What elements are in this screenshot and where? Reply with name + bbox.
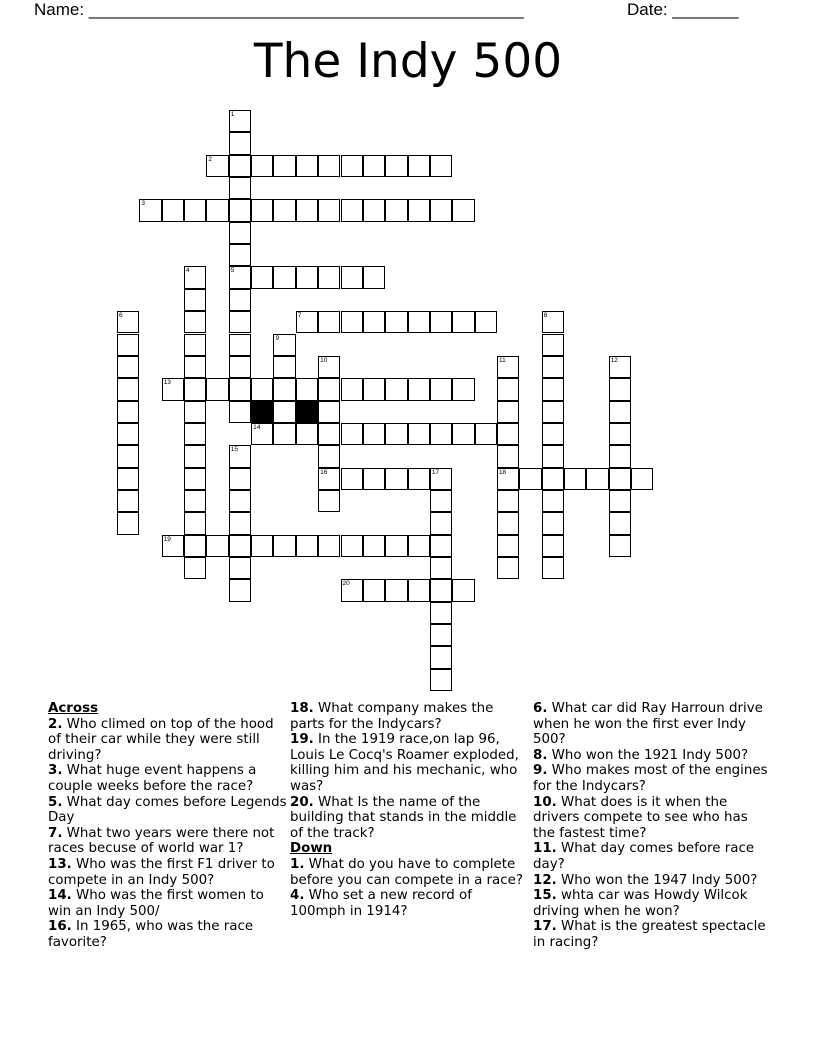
grid-cell[interactable]: [206, 378, 228, 400]
grid-cell[interactable]: [117, 445, 139, 467]
clue-text: Who climed on top of the hood of their car while they were still driving?: [48, 716, 274, 763]
grid-cell[interactable]: [117, 468, 139, 490]
grid-cell[interactable]: [408, 311, 430, 333]
grid-cell[interactable]: [229, 557, 251, 579]
clue-number: 2.: [48, 716, 63, 732]
grid-cell[interactable]: [452, 423, 474, 445]
grid-cell[interactable]: [542, 445, 564, 467]
grid-cell[interactable]: [363, 535, 385, 557]
clue-number: 1.: [290, 856, 305, 872]
grid-cell[interactable]: [542, 311, 564, 333]
grid-cell[interactable]: [385, 155, 407, 177]
grid-cell[interactable]: [385, 199, 407, 221]
clue-text: whta car was Howdy Wilcok driving when he won?: [533, 888, 748, 919]
grid-cell[interactable]: [497, 423, 519, 445]
clues-column-2: [290, 701, 530, 919]
grid-cell[interactable]: [430, 624, 452, 646]
grid-cell[interactable]: [251, 199, 273, 221]
grid-cell[interactable]: [318, 445, 340, 467]
clue-number: 10.: [533, 794, 557, 810]
clue-text: What company makes the parts for the Indycars?: [290, 701, 494, 732]
grid-cell[interactable]: [229, 512, 251, 534]
grid-cell[interactable]: [363, 311, 385, 333]
clue-text: What car did Ray Harroun drive when he won the first ever Indy 500?: [533, 701, 763, 748]
grid-cell[interactable]: [341, 579, 363, 601]
clue: [290, 888, 530, 919]
grid-cell[interactable]: [542, 401, 564, 423]
grid-cell[interactable]: [117, 401, 139, 423]
grid-cell[interactable]: [609, 423, 631, 445]
grid-cell[interactable]: [430, 199, 452, 221]
grid-cell[interactable]: [318, 490, 340, 512]
clue-text: In the 1919 race,on lap 96, Louis Le Cocq's Roamer exploded, killing him and his mechanic, who was?: [290, 732, 519, 794]
grid-cell[interactable]: [296, 378, 318, 400]
clue-number: 13.: [48, 856, 72, 872]
grid-cell[interactable]: [497, 468, 519, 490]
grid-cell[interactable]: [296, 535, 318, 557]
grid-cell[interactable]: [609, 468, 631, 490]
grid-cell[interactable]: [430, 535, 452, 557]
grid-cell[interactable]: [408, 423, 430, 445]
grid-cell[interactable]: [229, 356, 251, 378]
grid-cell[interactable]: [273, 266, 295, 288]
grid-cell[interactable]: [184, 356, 206, 378]
clue-number: 16.: [48, 919, 72, 935]
grid-cell[interactable]: [184, 557, 206, 579]
grid-cell[interactable]: [273, 199, 295, 221]
grid-cell[interactable]: [184, 378, 206, 400]
grid-cell[interactable]: [385, 579, 407, 601]
grid-cell[interactable]: [519, 468, 541, 490]
grid-cell[interactable]: [363, 266, 385, 288]
clue-number: 20.: [290, 794, 314, 810]
clue-number: 19.: [290, 732, 314, 748]
grid-cell[interactable]: [296, 266, 318, 288]
grid-cell[interactable]: [341, 155, 363, 177]
grid-cell[interactable]: [184, 401, 206, 423]
grid-cell[interactable]: [452, 311, 474, 333]
grid-cell[interactable]: [184, 468, 206, 490]
grid-cell[interactable]: [251, 423, 273, 445]
clue: [290, 857, 530, 888]
grid-cell[interactable]: [408, 199, 430, 221]
grid-cell[interactable]: [542, 334, 564, 356]
grid-cell[interactable]: [229, 155, 251, 177]
clue-text: Who set a new record of 100mph in 1914?: [290, 888, 472, 919]
grid-cell[interactable]: [497, 557, 519, 579]
clue-text: What two years were there not races becuse of world war 1?: [48, 825, 275, 857]
grid-cell[interactable]: [273, 356, 295, 378]
clue-number: 17.: [533, 919, 557, 935]
grid-cell[interactable]: [408, 535, 430, 557]
clue-text: What huge event happens a couple weeks before the race?: [48, 763, 257, 794]
clue-text: What Is the name of the building that stands in the middle of the track?: [290, 794, 517, 841]
grid-cell[interactable]: [497, 512, 519, 534]
clue: [533, 919, 773, 950]
cell-number: 14: [253, 423, 261, 431]
cell-number: 17: [431, 468, 440, 476]
grid-cell[interactable]: [609, 401, 631, 423]
grid-cell[interactable]: [363, 378, 385, 400]
clues-column-1: [48, 701, 288, 951]
grid-cell[interactable]: [430, 669, 452, 691]
grid-cell[interactable]: [229, 244, 251, 266]
grid-cell[interactable]: [251, 266, 273, 288]
clue-text: Who won the 1921 Indy 500?: [551, 747, 749, 763]
grid-cell[interactable]: [542, 378, 564, 400]
grid-cell[interactable]: [497, 535, 519, 557]
grid-cell[interactable]: [430, 423, 452, 445]
grid-cell[interactable]: [229, 311, 251, 333]
grid-cell[interactable]: [206, 199, 228, 221]
cell-number: 15: [230, 446, 238, 454]
grid-cell[interactable]: [497, 445, 519, 467]
cell-number: 16: [320, 468, 328, 476]
grid-cell[interactable]: [564, 468, 586, 490]
grid-cell[interactable]: [609, 535, 631, 557]
grid-cell[interactable]: [609, 512, 631, 534]
clue: [533, 701, 773, 748]
grid-cell[interactable]: [318, 155, 340, 177]
grid-cell[interactable]: [139, 199, 161, 221]
clue: [290, 701, 530, 732]
grid-cell[interactable]: [341, 468, 363, 490]
clue-number: 6.: [533, 701, 548, 716]
cell-number: 4: [186, 267, 190, 275]
grid-cell[interactable]: [341, 378, 363, 400]
grid-cell[interactable]: [363, 468, 385, 490]
grid-cell[interactable]: [184, 289, 206, 311]
grid-cell[interactable]: [586, 468, 608, 490]
cell-number: 5: [230, 267, 235, 275]
grid-cell[interactable]: [542, 468, 564, 490]
clue-number: 14.: [48, 888, 72, 904]
grid-cell[interactable]: [117, 490, 139, 512]
grid-cell[interactable]: [296, 199, 318, 221]
grid-cell[interactable]: [318, 535, 340, 557]
grid-cell[interactable]: [609, 445, 631, 467]
clue-number: 11.: [533, 841, 557, 857]
grid-cell[interactable]: [475, 423, 497, 445]
grid-cell[interactable]: [229, 490, 251, 512]
clue-text: Who won the 1947 Indy 500?: [561, 872, 758, 888]
grid-cell[interactable]: [430, 378, 452, 400]
grid-cell[interactable]: [184, 423, 206, 445]
grid-cell[interactable]: [609, 490, 631, 512]
clue-number: 18.: [290, 701, 314, 716]
grid-cell[interactable]: [341, 199, 363, 221]
grid-cell[interactable]: [318, 311, 340, 333]
cell-number: 2: [208, 155, 213, 163]
clue-number: 8.: [533, 747, 548, 763]
grid-cell[interactable]: [542, 535, 564, 557]
clue: [290, 795, 530, 842]
clue-text: What day comes before race day?: [533, 841, 755, 872]
grid-cell[interactable]: [341, 266, 363, 288]
clue-text: What is the greatest spectacle in racing?: [533, 919, 766, 950]
grid-cell[interactable]: [452, 579, 474, 601]
grid-cell[interactable]: [631, 468, 653, 490]
clue: [48, 795, 288, 826]
clue-number: 7.: [48, 825, 63, 841]
grid-cell[interactable]: [385, 535, 407, 557]
clue: [48, 826, 288, 857]
clue-text: Who was the first F1 driver to compete in an Indy 500?: [48, 856, 275, 888]
grid-cell[interactable]: [251, 378, 273, 400]
grid-cell[interactable]: [408, 468, 430, 490]
grid-cell[interactable]: [542, 356, 564, 378]
grid-cell[interactable]: [117, 334, 139, 356]
clue: [533, 795, 773, 842]
clue: [533, 841, 773, 872]
grid-cell[interactable]: [385, 311, 407, 333]
grid-cell[interactable]: [430, 602, 452, 624]
grid-cell[interactable]: [430, 155, 452, 177]
grid-cell[interactable]: [497, 490, 519, 512]
grid-cell[interactable]: [117, 356, 139, 378]
grid-cell[interactable]: [542, 423, 564, 445]
grid-cell[interactable]: [273, 155, 295, 177]
grid-cell[interactable]: [318, 266, 340, 288]
clue-number: 9.: [533, 763, 548, 779]
clue: [533, 748, 773, 764]
grid-cell[interactable]: [206, 535, 228, 557]
cell-number: 19: [163, 535, 171, 543]
clue-text: Who was the first women to win an Indy 500/: [48, 888, 264, 919]
cell-number: 13: [163, 379, 171, 387]
grid-cell[interactable]: [430, 557, 452, 579]
grid-cell[interactable]: [341, 311, 363, 333]
grid-cell[interactable]: [251, 535, 273, 557]
grid-cell[interactable]: [430, 512, 452, 534]
grid-cell[interactable]: [184, 490, 206, 512]
cell-number: 18: [498, 468, 507, 476]
grid-cell[interactable]: [117, 311, 139, 333]
grid-cell[interactable]: [452, 378, 474, 400]
name-field[interactable]: Name: ______________________________________________: [34, 0, 524, 19]
grid-cell[interactable]: [609, 378, 631, 400]
grid-cell[interactable]: [273, 423, 295, 445]
grid-cell[interactable]: [341, 423, 363, 445]
grid-cell[interactable]: [408, 579, 430, 601]
grid-cell[interactable]: [430, 579, 452, 601]
grid-cell[interactable]: [229, 579, 251, 601]
grid-cell[interactable]: [117, 423, 139, 445]
grid-cell[interactable]: [408, 378, 430, 400]
grid-cell[interactable]: [497, 401, 519, 423]
clue-number: 12.: [533, 872, 557, 888]
clue-number: 3.: [48, 763, 63, 779]
grid-cell[interactable]: [229, 199, 251, 221]
grid-cell[interactable]: [542, 557, 564, 579]
clue-number: 15.: [533, 888, 557, 904]
grid-cell[interactable]: [363, 423, 385, 445]
grid-cell[interactable]: [430, 646, 452, 668]
clue: [48, 857, 288, 888]
grid-cell[interactable]: [452, 199, 474, 221]
grid-cell[interactable]: [184, 266, 206, 288]
grid-cell[interactable]: [229, 468, 251, 490]
grid-cell[interactable]: [385, 378, 407, 400]
grid-cell[interactable]: [363, 579, 385, 601]
grid-cell[interactable]: [363, 199, 385, 221]
clues-column-3: [533, 701, 773, 951]
grid-cell[interactable]: [318, 199, 340, 221]
grid-cell[interactable]: [385, 468, 407, 490]
grid-cell[interactable]: [408, 155, 430, 177]
clue-text: What does is it when the drivers compete to see who has the fastest time?: [533, 794, 748, 841]
grid-cell[interactable]: [229, 378, 251, 400]
clue-text: In 1965, who was the race favorite?: [48, 919, 254, 950]
cell-number: 1: [230, 111, 235, 118]
grid-cell[interactable]: [318, 356, 340, 378]
clue-number: 5.: [48, 794, 63, 810]
clue: [48, 888, 288, 919]
cell-number: 8: [543, 312, 548, 320]
grid-cell[interactable]: [273, 535, 295, 557]
grid-cell[interactable]: [318, 378, 340, 400]
grid-cell[interactable]: [273, 401, 295, 423]
clue-text: What do you have to complete before you can compete in a race?: [290, 856, 523, 888]
grid-cell[interactable]: [229, 110, 251, 132]
grid-cell[interactable]: [430, 468, 452, 490]
grid-cell[interactable]: [609, 356, 631, 378]
grid-cell[interactable]: [117, 378, 139, 400]
grid-cell[interactable]: [296, 155, 318, 177]
grid-cell[interactable]: [206, 155, 228, 177]
grid-cell[interactable]: [296, 311, 318, 333]
across-heading: Across: [48, 701, 99, 716]
grid-cell[interactable]: [117, 512, 139, 534]
grid-cell[interactable]: [229, 177, 251, 199]
grid-cell[interactable]: [475, 311, 497, 333]
grid-cell[interactable]: [273, 334, 295, 356]
clue: [533, 763, 773, 794]
cell-number: 11: [498, 356, 506, 364]
date-field[interactable]: Date: _______: [627, 0, 739, 19]
grid-cell[interactable]: [184, 535, 206, 557]
grid-cell[interactable]: [363, 155, 385, 177]
grid-cell[interactable]: [184, 334, 206, 356]
grid-cell[interactable]: [341, 535, 363, 557]
clue: [48, 763, 288, 794]
grid-cell[interactable]: [430, 490, 452, 512]
cell-number: 10: [320, 356, 328, 364]
cell-number: 6: [119, 312, 123, 320]
grid-cell[interactable]: [229, 401, 251, 423]
grid-cell[interactable]: [162, 199, 184, 221]
grid-cell[interactable]: [229, 445, 251, 467]
clue: [290, 732, 530, 794]
grid-cell[interactable]: [229, 289, 251, 311]
grid-cell[interactable]: [318, 401, 340, 423]
grid-cell[interactable]: [318, 468, 340, 490]
grid-cell[interactable]: [229, 132, 251, 154]
grid-cell[interactable]: [296, 423, 318, 445]
grid-cell[interactable]: [385, 423, 407, 445]
grid-cell[interactable]: [229, 334, 251, 356]
grid-cell[interactable]: [497, 356, 519, 378]
grid-cell[interactable]: [430, 311, 452, 333]
down-heading: Down: [290, 841, 333, 857]
grid-cell[interactable]: [184, 311, 206, 333]
grid-cell[interactable]: [542, 490, 564, 512]
grid-cell[interactable]: [162, 535, 184, 557]
grid-cell[interactable]: [229, 266, 251, 288]
clue: [48, 919, 288, 950]
cell-number: 20: [342, 580, 350, 588]
clue: [533, 888, 773, 919]
clue: [48, 717, 288, 764]
grid-cell[interactable]: [251, 155, 273, 177]
grid-cell[interactable]: [497, 378, 519, 400]
clue-number: 4.: [290, 888, 305, 904]
cell-number: 3: [141, 200, 145, 208]
grid-cell[interactable]: [273, 378, 295, 400]
clue-text: What day comes before Legends Day: [48, 794, 287, 826]
clue-text: Who makes most of the engines for the Indycars?: [533, 763, 768, 794]
cell-number: 12: [610, 356, 618, 364]
grid-cell[interactable]: [184, 512, 206, 534]
grid-cell[interactable]: [229, 222, 251, 244]
grid-cell[interactable]: [184, 445, 206, 467]
cell-number: 9: [275, 334, 280, 342]
black-square: [296, 401, 318, 423]
cell-number: 7: [297, 312, 302, 320]
grid-cell[interactable]: [229, 535, 251, 557]
grid-cell[interactable]: [542, 512, 564, 534]
grid-cell[interactable]: [318, 423, 340, 445]
grid-cell[interactable]: [162, 378, 184, 400]
grid-cell[interactable]: [184, 199, 206, 221]
page-title: The Indy 500: [253, 34, 563, 89]
clue: [533, 873, 773, 889]
black-square: [251, 401, 273, 423]
